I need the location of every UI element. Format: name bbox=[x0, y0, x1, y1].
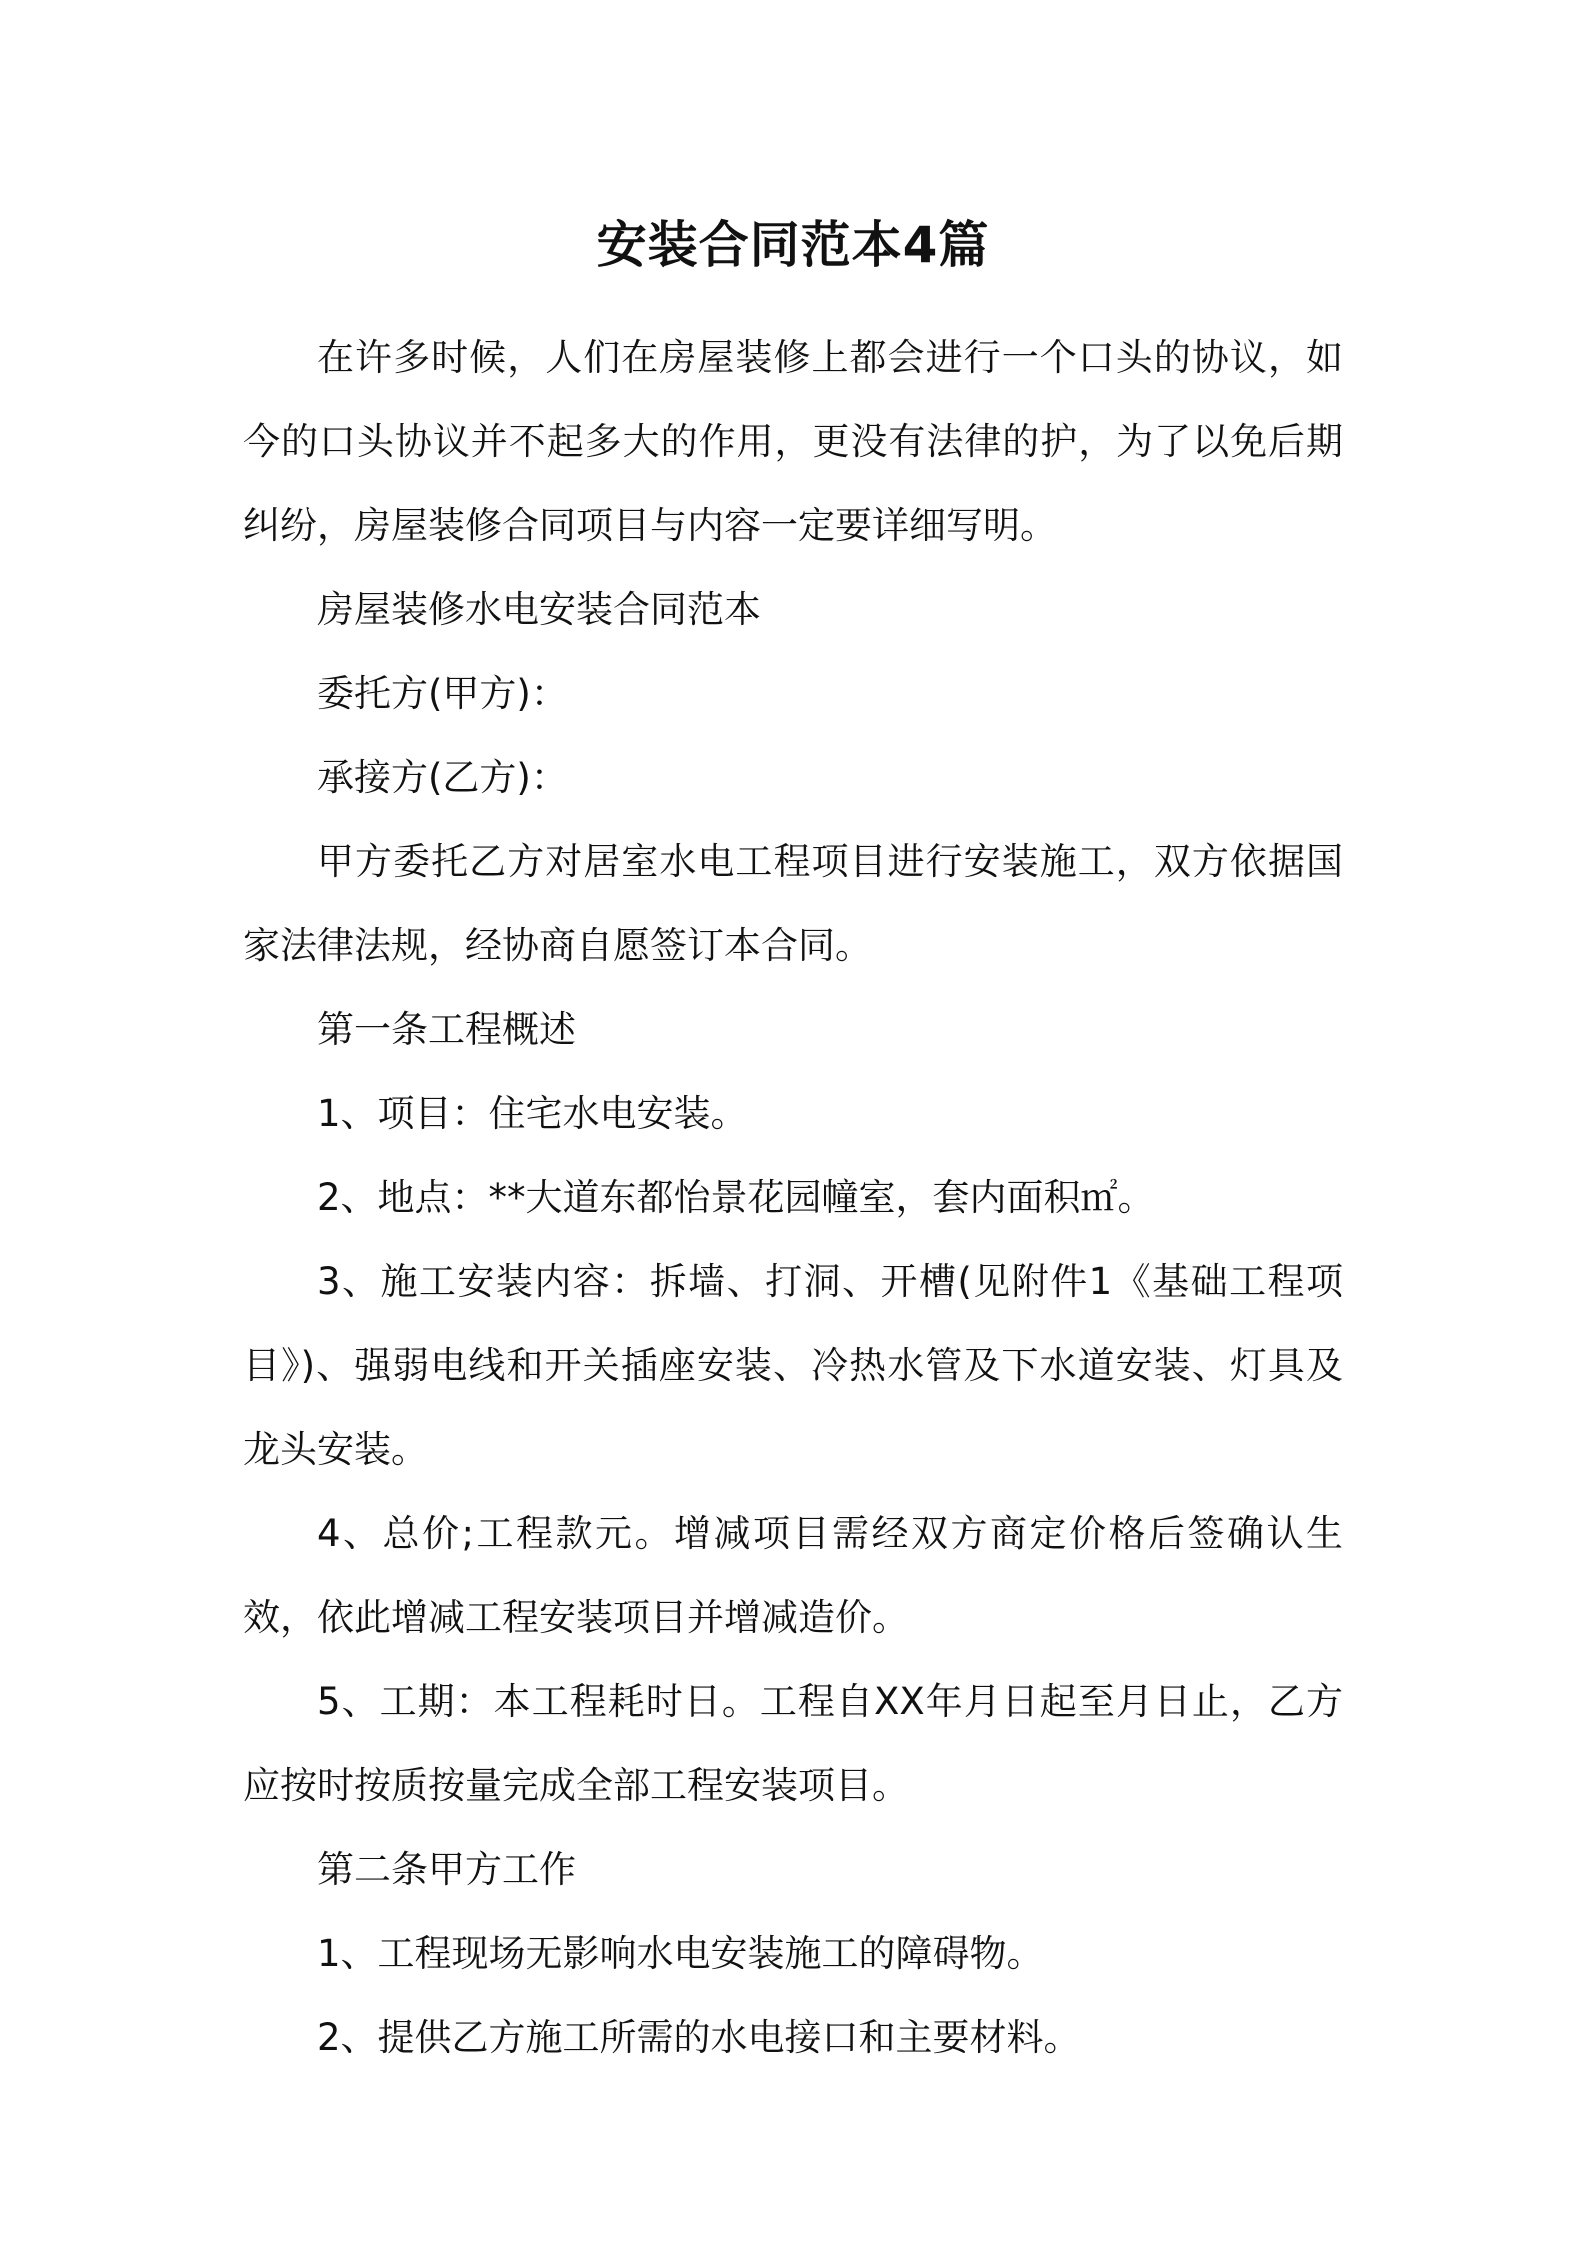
paragraph-agreement: 甲方委托乙方对居室水电工程项目进行安装施工，双方依据国家法律法规，经协商自愿签订本合同。 bbox=[243, 840, 1343, 967]
paragraph-contract-heading: 房屋装修水电安装合同范本 bbox=[317, 588, 761, 631]
section-heading-2: 第二条甲方工作 bbox=[317, 1848, 576, 1891]
paragraph-party-a: 委托方(甲方)： bbox=[317, 672, 568, 715]
document-title: 安装合同范本4篇 bbox=[596, 216, 990, 274]
clause-2-1: 1、工程现场无影响水电安装施工的障碍物。 bbox=[317, 1932, 1044, 1975]
document-body bbox=[243, 316, 1343, 2080]
section-heading-1: 第一条工程概述 bbox=[317, 1008, 576, 1051]
clause-1-1: 1、项目：住宅水电安装。 bbox=[317, 1092, 748, 1135]
clause-1-2: 2、地点：**大道东都怡景花园幢室，套内面积㎡。 bbox=[317, 1176, 1155, 1219]
clause-1-3: 3、施工安装内容：拆墙、打洞、开槽(见附件1《基础工程项目》)、强弱电线和开关插座安装、冷热水管及下水道安装、灯具及龙头安装。 bbox=[243, 1260, 1343, 1471]
paragraph-intro: 在许多时候，人们在房屋装修上都会进行一个口头的协议，如今的口头协议并不起多大的作用，更没有法律的护，为了以免后期纠纷，房屋装修合同项目与内容一定要详细写明。 bbox=[243, 336, 1343, 547]
clause-1-4: 4、总价;工程款元。增减项目需经双方商定价格后签确认生效，依此增减工程安装项目并增减造价。 bbox=[243, 1512, 1343, 1639]
paragraph-party-b: 承接方(乙方)： bbox=[317, 756, 568, 799]
clause-2-2: 2、提供乙方施工所需的水电接口和主要材料。 bbox=[317, 2016, 1081, 2059]
clause-1-5: 5、工期：本工程耗时日。工程自XX年月日起至月日止，乙方应按时按质按量完成全部工程安装项目。 bbox=[243, 1680, 1343, 1807]
